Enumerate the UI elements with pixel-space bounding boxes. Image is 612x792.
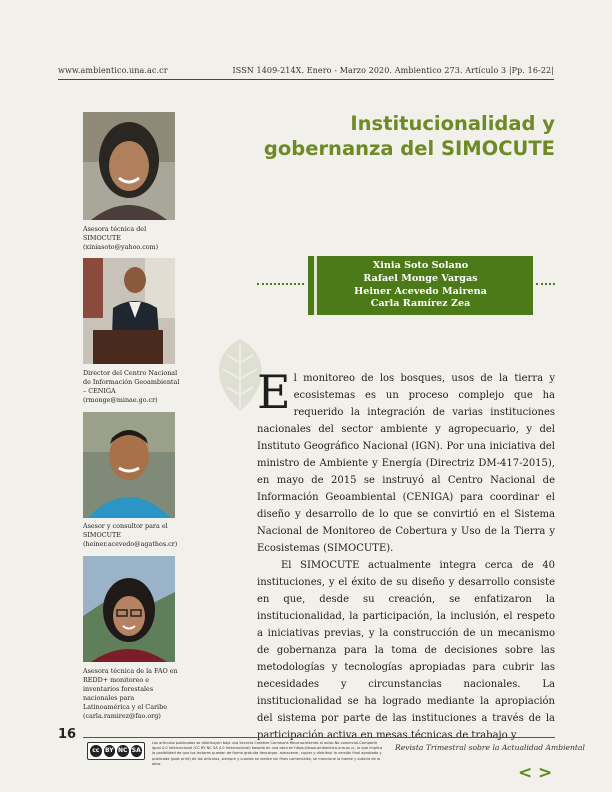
header-rule [58,79,554,80]
author-name: Heiner Acevedo Mairena [354,285,487,297]
author-photo-1 [83,112,175,220]
next-page-button[interactable]: > [538,763,553,783]
caption-author-3: Asesor y consultor para el SIMOCUTE (heiner.acevedo@agathos.cr) [83,522,178,549]
paragraph: El SIMOCUTE actualmente integra cerca de 40 instituciones, y el éxito de su diseño y desarrollo consiste en que, desde su creación, se enfatizaron la institucionalidad, la participación, la inclusión, el respeto a iniciativas previas, y la construcción de un mecanismo de gobernanza para la toma de decisiones sobre las metodologías y tecnologías apropiadas para cubrir las necesidades y circunstancias nacionales. La institucionalidad se ha logrado mediante la apropiación del sistema por parte de las instituciones a través de la participación activa en mesas técnicas de trabajo y [257,560,555,741]
journal-name: Revista Trimestral sobre la Actualidad Ambiental [395,743,585,752]
page-number: 16 [58,727,77,742]
dotted-rule-left [257,283,304,285]
previous-page-button[interactable]: < [518,763,533,783]
cc-license-badge[interactable] [87,742,145,760]
author-photo-2 [83,258,175,364]
author-photo-3 [83,412,175,518]
article-body [257,365,555,744]
dotted-rule-right [536,283,555,285]
caption-author-1: Asesora técnica del SIMOCUTE (xiniasoto@yahoo.com) [83,225,159,252]
author-photo-4 [83,556,175,662]
by-icon: BY [104,745,116,757]
sa-icon: SA [131,745,143,757]
author-name: Xinia Soto Solano [372,260,469,271]
paragraph: El monitoreo de los bosques, usos de la tierra y ecosistemas es un proceso complejo que ha requerido la integración de varias instituciones nacionales del sector ambiente y agropecuario, y del Instituto Geográfico Nacional (IGN). Por una iniciativa del ministro de Ambiente y Energía (Directriz DM-417-2015), en mayo de 2015 se instruyó al Centro Nacional de Información Geoambiental (CENIGA) para coordinar el diseño y desarrollo de lo que se convirtió en el Sistema Nacional de Monitoreo de Cobertura y Uso de la Tierra y Ecosistemas (SIMOCUTE). [257,365,555,554]
cc-icon: cc [90,745,102,757]
caption-author-2: Director del Centro Nacional de Información Geoambiental – CENIGA (rmonge@minae.go.cr) [83,369,180,405]
caption-author-4: Asesora técnica de la FAO en REDD+ monitoreo e inventarios forestales nacionales para Latinoamérica y el Caribe (carla.ramirez@fao.org) [83,667,178,721]
nc-icon: NC [117,745,129,757]
footer-rule [83,737,555,738]
author-name: Rafael Monge Vargas [363,272,478,284]
website-url[interactable]: www.ambientico.una.ac.cr [58,66,168,75]
drop-cap: E [257,365,291,419]
license-text: Los artículos publicados se distribuyen bajo una licencia Creative Commons Reconocimiento al autor-No comercial-Compartir igual 4.0 Internacional (CC BY NC SA 4.0 Internacional) basada en una obra en https://www.ambientico.una.ac.cr, lo que implica la posibilidad de que los lectores puedan de forma gratuita descargar, almacenar, copiar y distribuir la versión final aprobada y publicada (post print) de los artículos, siempre y cuando se realice sin fines comerciales, se mencione la fuente y autoría de la obra. [152,741,383,766]
issue-info: ISSN 1409-214X. Enero - Marzo 2020. Ambientico 273. Artículo 3 |Pp. 16-22| [232,66,554,75]
author-name: Carla Ramírez Zea [370,298,471,310]
authors-box [308,256,533,315]
article-title: Institucionalidad y gobernanza del SIMOCUTE [263,112,555,160]
